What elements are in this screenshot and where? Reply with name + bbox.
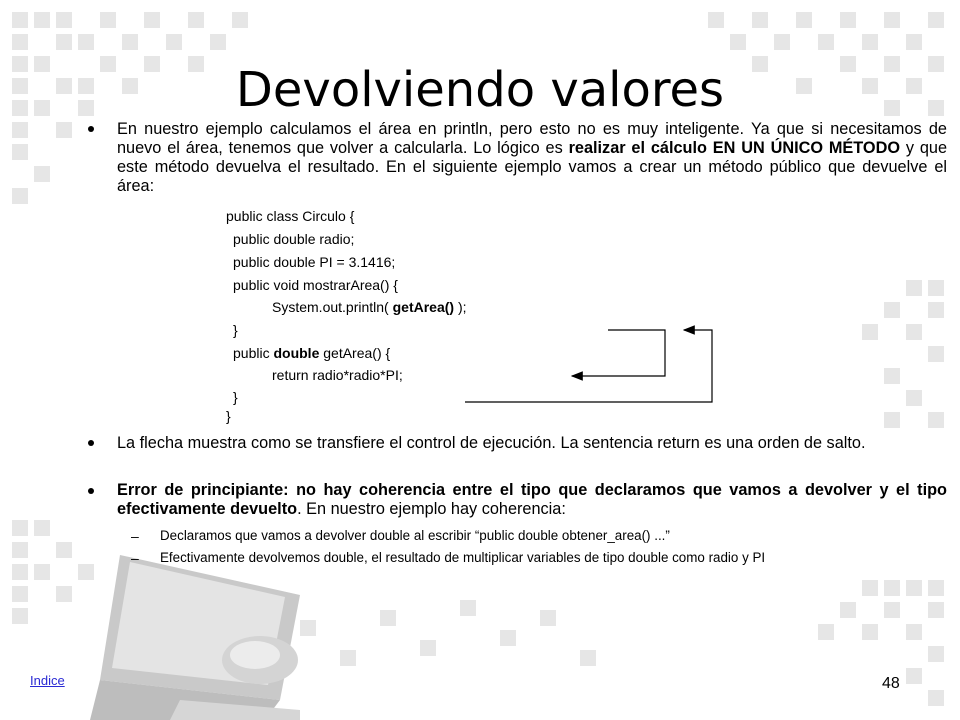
code-line-7	[233, 342, 390, 365]
bullet1-bold: realizar el cálculo EN UN ÚNICO MÉTODO	[568, 139, 901, 157]
code-line-6: }	[233, 322, 238, 338]
bullet3-bold: Error de principiante: no hay coherencia entre el tipo que declaramos que vamos a devolver y el tipo efectivamente devuelto	[117, 481, 947, 518]
computer-illustration	[90, 555, 300, 720]
code-line-5-a: System.out.println(	[272, 299, 393, 315]
code-line-3: public double PI = 3.1416;	[233, 254, 396, 270]
code-line-9: }	[233, 389, 238, 405]
sub-bullet-dash: –	[131, 528, 139, 544]
bullet-dot	[88, 440, 94, 446]
code-line-7-b: getArea() {	[319, 345, 391, 361]
code-line-10: }	[226, 408, 231, 424]
bullet-paragraph-2: La flecha muestra como se transfiere el control de ejecución. La sentencia return es una orden de salto.	[117, 434, 866, 452]
sub-bullet-dash: –	[131, 550, 139, 566]
code-line-2: public double radio;	[233, 231, 355, 247]
bullet-dot	[88, 488, 94, 494]
bullet3-text: . En nuestro ejemplo hay coherencia:	[297, 500, 566, 518]
code-line-5	[272, 296, 467, 319]
page-number: 48	[882, 675, 900, 692]
sub-bullet-1: Declaramos que vamos a devolver double al escribir “public double obtener_area() ...”	[160, 528, 670, 543]
code-line-5-bold: getArea()	[392, 299, 455, 315]
code-line-5-b: );	[454, 299, 467, 315]
sub-bullet-2: Efectivamente devolvemos double, el resultado de multiplicar variables de tipo double como radio y PI	[160, 550, 766, 565]
indice-link[interactable]: Indice	[30, 673, 65, 688]
code-line-7-bold: double	[273, 345, 320, 361]
code-line-1: public class Circulo {	[226, 208, 355, 224]
bullet-paragraph-3	[117, 481, 947, 519]
bullet1-text-b: y que este método devuelva el resultado. En el siguiente ejemplo vamos a crear un método público que devuelve el área:	[117, 139, 948, 195]
slide-title: Devolviendo valores	[235, 62, 725, 118]
code-line-8: return radio*radio*PI;	[272, 367, 403, 383]
code-line-7-a: public	[233, 345, 274, 361]
code-line-4: public void mostrarArea() {	[233, 277, 398, 293]
bullet-dot	[88, 126, 94, 132]
bullet1-text-a: En nuestro ejemplo calculamos el área en println, pero esto no es muy inteligente. Ya que si necesitamos de nuevo el área, tenemos que volver a calcularla. Lo lógico es	[117, 120, 947, 157]
bullet-paragraph-1	[117, 120, 947, 196]
